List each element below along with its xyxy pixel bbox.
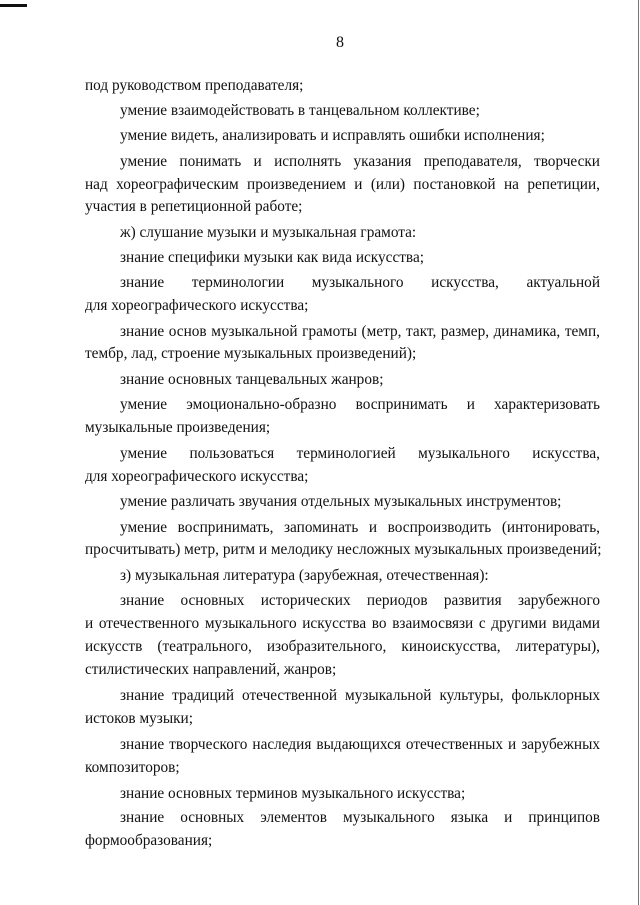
text-line: знание основных танцевальных жанров; [120,371,384,388]
text-line: тембр, лад, строение музыкальных произведений); [85,345,417,362]
text-line: ж) слушание музыки и музыкальная грамота: [120,224,417,241]
text-line: просчитывать) метр, ритм и мелодику несложных музыкальных произведений; [85,541,602,558]
text-line: над хореографическим произведением и (или) постановкой на репетиции, [85,176,600,193]
text-line: музыкальные произведения; [85,419,271,436]
text-line: композиторов; [85,759,180,776]
text-line: знание основных терминов музыкального искусства; [120,785,466,802]
text-line: формообразования; [85,832,213,849]
text-line: под руководством преподавателя; [85,77,304,94]
text-line: умение различать звучания отдельных музыкальных инструментов; [120,493,562,510]
text-line: стилистических направлений, жанров; [85,661,337,678]
text-line: для хореографического искусства; [85,468,309,485]
text-line: и отечественного музыкального искусства во взаимосвязи с другими видами [85,615,600,632]
text-line: умение пользоваться терминологией музыкального искусства, [120,445,600,462]
text-line: умение воспринимать, запоминать и воспроизводить (интонировать, [120,519,600,536]
text-line: з) музыкальная литература (зарубежная, отечественная): [120,567,489,584]
text-line: знание специфики музыки как вида искусства; [120,249,424,266]
text-line: знание основных исторических периодов развития зарубежного [120,592,600,609]
text-line: знание основных элементов музыкального языка и принципов [120,809,600,826]
text-line: знание терминологии музыкального искусства, актуальной [120,274,600,291]
text-line: умение понимать и исполнять указания преподавателя, творчески [120,153,600,170]
text-line: истоков музыки; [85,710,193,727]
text-line: для хореографического искусства; [85,297,309,314]
text-line: участия в репетиционной работе; [85,198,303,215]
text-line: знание традиций отечественной музыкальной культуры, фольклорных [120,687,600,704]
scan-mark [0,4,27,7]
page-number: 8 [336,34,344,51]
text-line: умение взаимодействовать в танцевальном коллективе; [120,102,480,119]
text-line: знание основ музыкальной грамоты (метр, такт, размер, динамика, темп, [120,323,600,340]
text-line: знание творческого наследия выдающихся отечественных и зарубежных [120,736,600,753]
text-line: искусств (театрального, изобразительного, киноискусства, литературы), [85,638,600,655]
text-line: умение видеть, анализировать и исправлять ошибки исполнения; [120,127,545,144]
text-line: умение эмоционально-образно воспринимать и характеризовать [120,396,600,413]
page-edge [638,0,639,905]
